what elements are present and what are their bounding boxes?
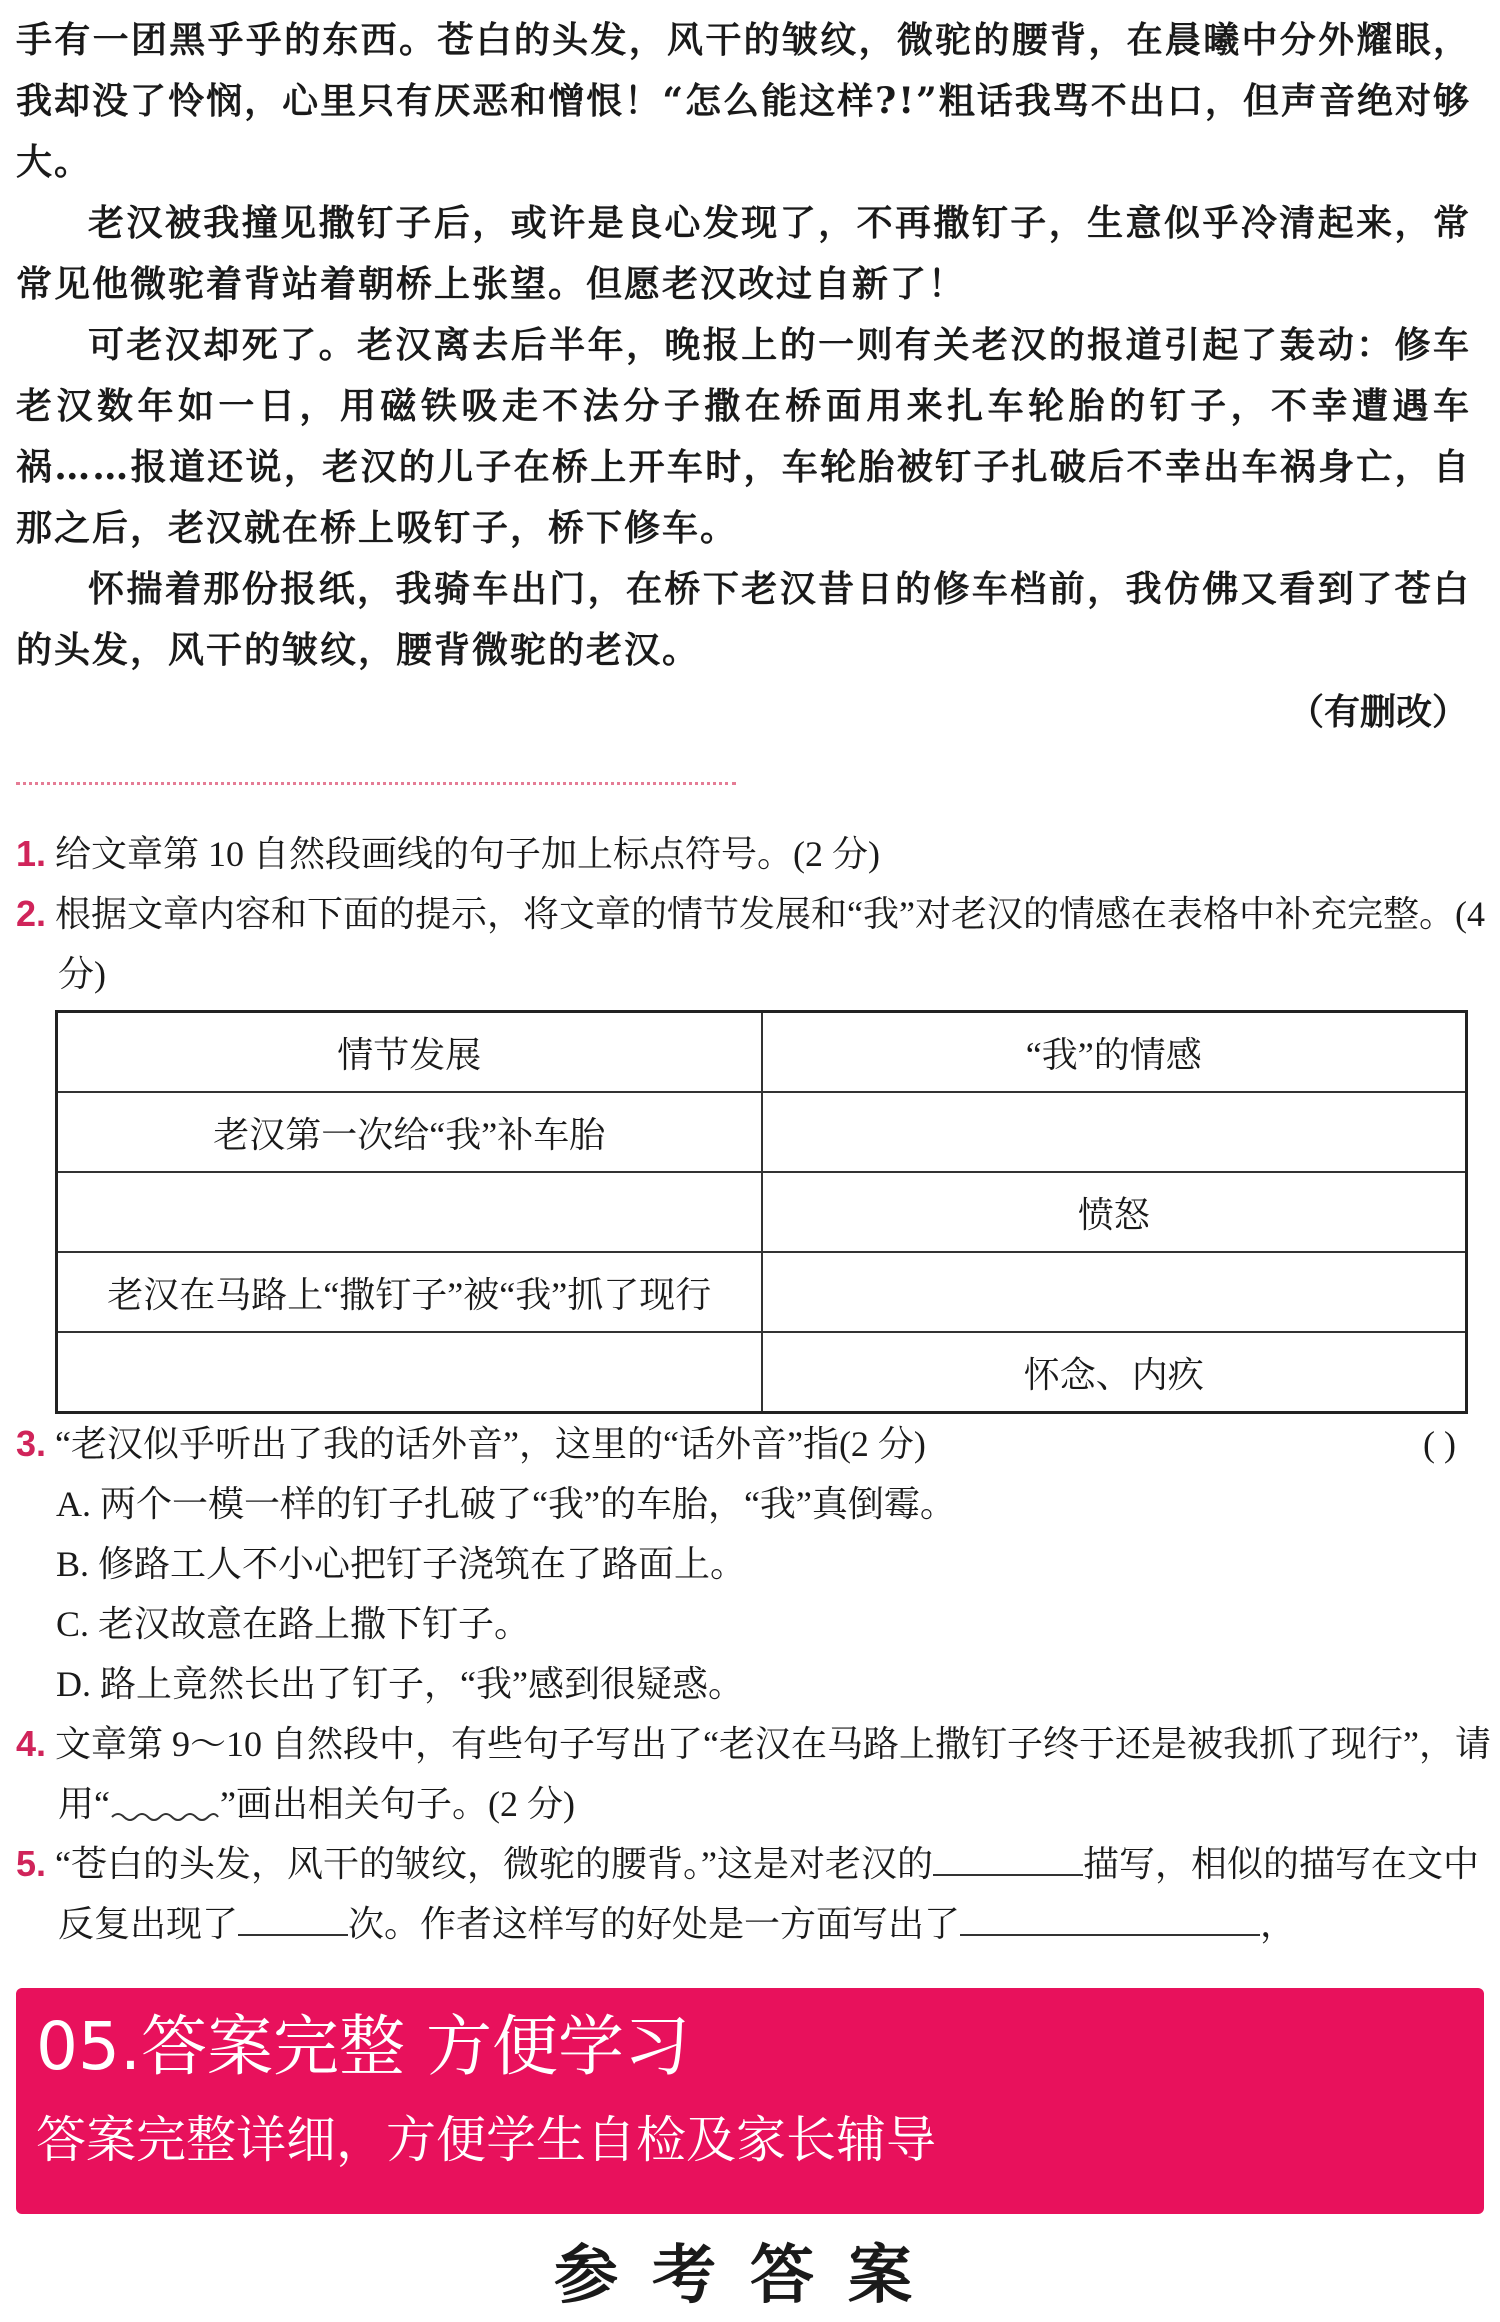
question-4 [16,1714,1498,1834]
table-header-row [57,1012,1467,1093]
table-cell: 怀念、内疚 [762,1332,1467,1413]
banner-subtitle: 答案完整详细，方便学生自检及家长辅导 [36,2111,936,2169]
source-note: （有删改） [1287,691,1468,733]
question-number: 4. [16,1723,47,1764]
question-text: ”画出相关句子。(2 分) [219,1784,575,1824]
option-c[interactable]: C. 老汉故意在路上撒下钉子。 [56,1604,531,1644]
table-row [57,1092,1467,1172]
question-1 [16,824,1476,884]
table-header: 情节发展 [57,1012,762,1093]
question-text: 给文章第 10 自然段画线的句子加上标点符号。(2 分) [55,834,881,874]
question-text: 根据文章内容和下面的提示，将文章的情节发展和“我”对老汉的情感在表格中补充完整。(4 分) [55,894,1485,994]
promo-banner [16,1988,1484,2214]
plot-emotion-table [55,1010,1468,1414]
table-cell-blank[interactable] [57,1332,762,1413]
table-header: “我”的情感 [762,1012,1467,1093]
table-cell: 愤怒 [762,1172,1467,1252]
question-3-options [56,1474,1456,1714]
table-cell-blank[interactable] [762,1252,1467,1332]
answers-heading: 参考答案 [554,2238,946,2313]
question-number: 1. [16,833,47,874]
table-row [57,1172,1467,1252]
table-cell: 老汉第一次给“我”补车胎 [57,1092,762,1172]
answer-parentheses[interactable]: ( ) [1423,1424,1456,1464]
question-3 [16,1414,1476,1474]
option-a[interactable]: A. 两个一模一样的钉子扎破了“我”的车胎，“我”真倒霉。 [56,1484,956,1524]
table-cell-blank[interactable] [57,1172,762,1252]
question-text: 文章第 9～10 自然段中，有些句子写出了“老汉在马路上撒钉子终于还是被我抓了现行”，请用“ [55,1724,1491,1824]
question-text: 描写，相似的描写在文中反复出现了 [58,1844,1480,1944]
question-number: 5. [16,1843,47,1884]
passage-paragraph: 可老汉却死了。老汉离去后半年，晚报上的一则有关老汉的报道引起了轰动：修车老汉数年如一日，用磁铁吸走不法分子撒在桥面用来扎车轮胎的钉子，不幸遭遇车祸……报道还说，老汉的儿子在桥上开车时，车轮胎被钉子扎破后不幸出车祸身亡，自那之后，老汉就在桥上吸钉子，桥下修车。 [16,324,1471,549]
passage [16,10,1471,681]
table-cell-blank[interactable] [762,1092,1467,1172]
option-d[interactable]: D. 路上竟然长出了钉子，“我”感到很疑惑。 [56,1664,744,1704]
question-2 [16,884,1498,1004]
question-text: ， [1260,1904,1297,1944]
passage-paragraph: 老汉被我撞见撒钉子后，或许是良心发现了，不再撒钉子，生意似乎冷清起来，常常见他微驼着背站着朝桥上张望。但愿老汉改过自新了！ [16,202,1471,305]
answer-blank[interactable] [960,1898,1260,1936]
question-text: “老汉似乎听出了我的话外音”，这里的“话外音”指(2 分) [55,1424,926,1464]
table-row [57,1252,1467,1332]
question-number: 2. [16,893,47,934]
option-b[interactable]: B. 修路工人不小心把钉子浇筑在了路面上。 [56,1544,747,1584]
answer-blank[interactable] [933,1838,1083,1876]
table-row [57,1332,1467,1413]
question-5 [16,1834,1500,1954]
table-cell: 老汉在马路上“撒钉子”被“我”抓了现行 [57,1252,762,1332]
question-number: 3. [16,1423,47,1464]
section-divider [16,782,736,785]
banner-title: 05.答案完整 方便学习 [36,2008,690,2085]
question-text: 次。作者这样写的好处是一方面写出了 [348,1904,961,1944]
question-text: “苍白的头发，风干的皱纹，微驼的腰背。”这是对老汉的 [55,1844,933,1884]
passage-paragraph: 怀揣着那份报纸，我骑车出门，在桥下老汉昔日的修车档前，我仿佛又看到了苍白的头发，风干的皱纹，腰背微驼的老汉。 [16,568,1471,671]
passage-paragraph: 手有一团黑乎乎的东西。苍白的头发，风干的皱纹，微驼的腰背，在晨曦中分外耀眼，我却没了怜悯，心里只有厌恶和憎恨！“怎么能这样?!”粗话我骂不出口，但声音绝对够大。 [16,19,1471,183]
answer-blank[interactable] [238,1898,348,1936]
wavy-underline-icon [110,1793,220,1823]
